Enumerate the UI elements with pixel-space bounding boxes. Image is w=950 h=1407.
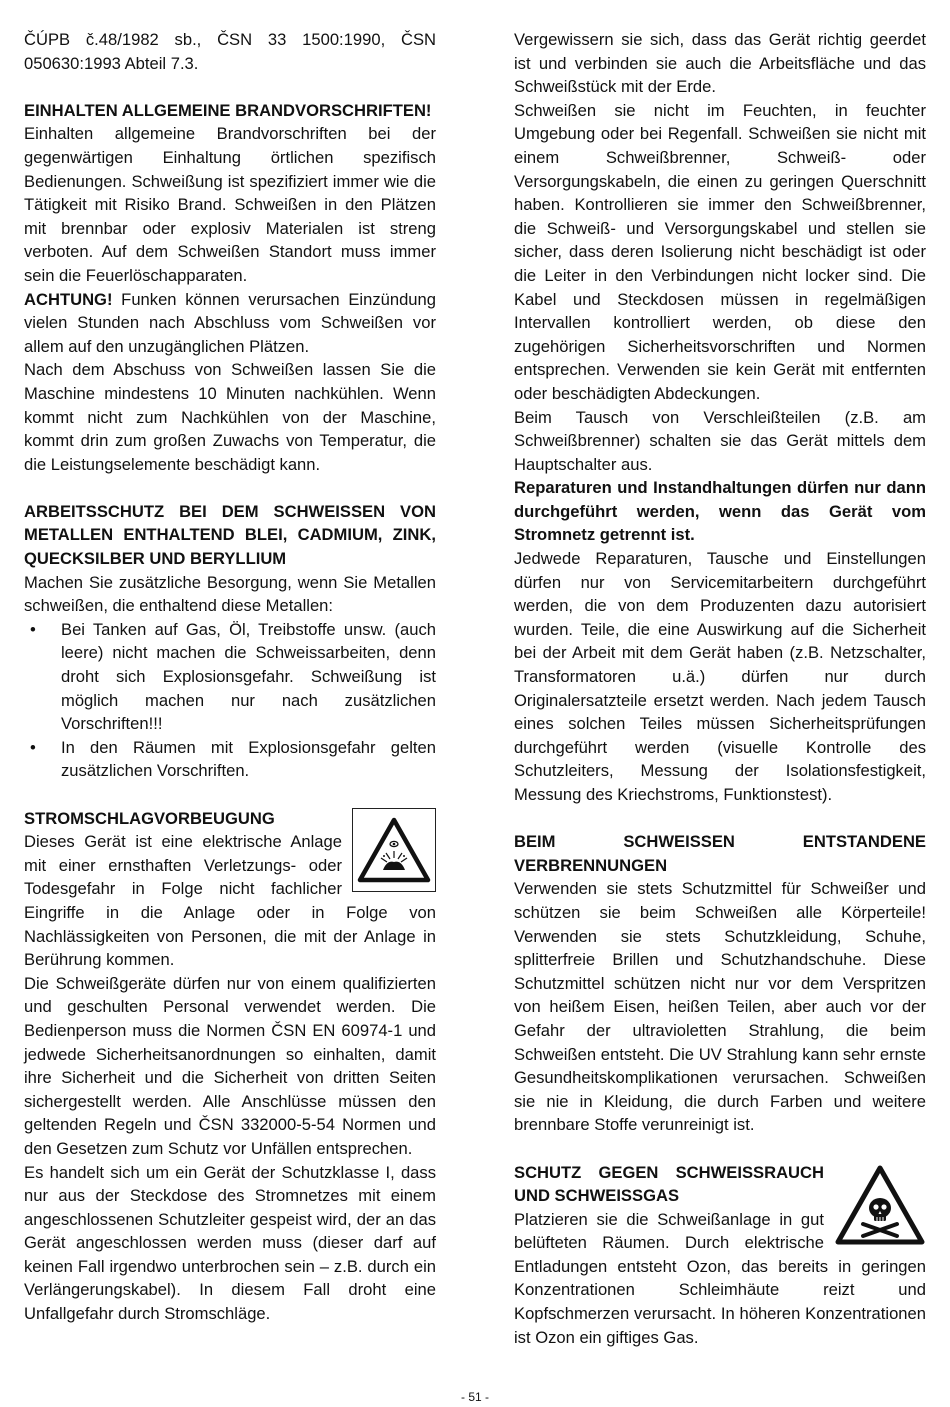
fire-paragraph-3: Nach dem Abschuss von Schweißen lassen Sie die Maschine mindestens 10 Minuten nachkühlen. Wenn kommt nicht zum Nachkühlen von der Maschine, kommt drin zum großen Zuwachs von Temperatur, die die Leistungselemente beschädigt kann. bbox=[24, 360, 436, 474]
smoke-heading: SCHUTZ GEGEN SCHWEISSRAUCH UND SCHWEISSGAS bbox=[514, 1162, 824, 1206]
burns-paragraph: Verwenden sie stets Schutzmittel für Schweißer und schützen sie beim Schweißen alle Körperteile! Verwenden sie stets Schutzkleidung, Schuhe, splitterfreie Brillen und Schutzhandschuhe. Diese Schutzmittel schützen nicht nur vor dem Verspritzen von heißem Eisen, heißen Teilen, aber auch vor der Gefahr der ultravioletten Strahlung, die beim Schweißen entsteht. Die UV Strahlung kann sehr ernste Gesundheitskomplikationen verursachen. Schweißen sie nie in Kleidung, die durch Farben und weitere brennbare Stoffe verunreinigt ist. bbox=[514, 879, 926, 1135]
bullet-icon: • bbox=[30, 619, 36, 639]
list-item bbox=[24, 618, 436, 736]
metals-heading: ARBEITSSCHUTZ BEI DEM SCHWEISSEN VON METALLEN ENTHALTEND BLEI, CADMIUM, ZINK, QUECKSILBER UND BERYLLIUM bbox=[24, 501, 436, 569]
intro-text: ČÚPB č.48/1982 sb., ČSN 33 1500:1990, ČSN 050630:1993 Abteil 7.3. bbox=[24, 30, 436, 73]
shock-paragraph-2: Die Schweißgeräte dürfen nur von einem qualifizierten und geschulten Personal verwendet werden. Die Bedienperson muss die Normen ČSN EN 60974-1 und jedwede Sicherheitsanordnungen so einhalten, damit ihre Sicherheit und die Sicherheit von dritten Seiten sichergestellt werden. Alle Anschlüsse müssen den geltenden Regeln und ČSN 332000-5-54 Normen und den Gesetzen zum Schutz vor Unfällen entsprechen. bbox=[24, 973, 436, 1158]
right-column bbox=[514, 28, 926, 1349]
shock-heading: STROMSCHLAGVORBEUGUNG bbox=[24, 808, 275, 828]
repair-paragraph: Jedwede Reparaturen, Tausche und Einstellungen dürfen nur von Servicemitarbeitern durchgeführt werden, die von dem Produzenten dazu autorisiert wurden. Teile, die eine Auswirkung auf die Sicherheit bei der Arbeit mit dem Gerät haben (z.B. Netzschalter, Transformatoren u.ä.) dürfen nur durch Originalersatzteile ersetzt werden. Nach jedem Tausch eines solchen Teiles müssen Sicherheitsprüfungen durchgeführt werden (visuelle Kontrolle des Schutzleiters, Messung der Isolationsfestigkeit, Messung des Kriechstroms, Funktionstest). bbox=[514, 549, 926, 804]
attention-text: Funken können verursachen Einzündung vielen Stunden nach Abschluss vom Schweißen vor allem auf den unzugänglichen Plätzen. bbox=[24, 289, 436, 356]
smoke-paragraph-start: Platzieren sie die Schweißanlage in gut belüfteten Räumen. Durch bbox=[514, 1209, 824, 1253]
wear-parts-paragraph: Beim Tausch von Verschleißteilen (z.B. am Schweißbrenner) schalten sie das Gerät mittels dem Hauptschalter aus. bbox=[514, 407, 926, 474]
bullet-icon: • bbox=[30, 737, 36, 757]
smoke-paragraph-end: elektrische Entladungen entsteht Ozon, das bereits in geringen Konzentrationen Schleimhäute reizt und Kopfschmerzen verursacht. In höheren Konzentrationen ist Ozon ein giftiges Gas. bbox=[514, 1233, 926, 1347]
page-number: - 51 - bbox=[460, 1390, 489, 1404]
shock-paragraph-1-start: Dieses Gerät ist eine elektrische Anlage mit einer ernsthaften Verletzungs- oder Todesgefahr in Folge bbox=[24, 832, 342, 899]
fire-attention-paragraph bbox=[24, 288, 436, 359]
shock-paragraph-3: Es handelt sich um ein Gerät der Schutzklasse I, dass nur aus der Steckdose des Stromnetzes mit einem angeschlossenen Schutzleiter gespeist wird, der an das Gerät angeschlossen werden muss (dieser darf auf keinen Fall irgendwo unterbrochen sein – z.B. durch ein Verlängerungskabel). In diesem Fall droht eine Unfallgefahr durch Stromschläge. bbox=[24, 1162, 436, 1324]
metals-paragraph: Machen Sie zusätzliche Besorgung, wenn Sie Metallen schweißen, die enthaltend diese Metallen: bbox=[24, 572, 436, 616]
bullet-text: Bei Tanken auf Gas, Öl, Treibstoffe unsw. (auch leere) nicht machen die Schweissarbeiten, denn droht sich Explosionsgefahr. Schweißung ist möglich machen nur nach zusätzlichen Vorschriften!!! bbox=[61, 619, 436, 734]
moisture-paragraph: Schweißen sie nicht im Feuchten, in feuchter Umgebung oder bei Regenfall. Schweißen sie nicht mit einem Schweißbrenner, Schweiß- oder Versorgungskabeln, die einen zu geringen Querschnitt haben. Kontrollieren sie immer den Schweißbrenner, die Schweiß- und Versorgungskabel und stellen sie sicher, dass deren Isolierung nicht beschädigt ist oder die Leiter in den Verbindungen nicht locker sind. Die Kabel und Steckdosen müssen in regelmäßigen Intervallen kontrolliert werden, ob diese den zugehörigen Sicherheitsvorschriften und Normen entsprechen. Verwenden sie kein Gerät mit entfernten oder beschädigten Abdeckungen. bbox=[514, 100, 926, 403]
list-item bbox=[24, 736, 436, 783]
bullet-text: In den Räumen mit Explosionsgefahr gelten zusätzlichen Vorschriften. bbox=[61, 737, 436, 781]
metals-bullet-list bbox=[24, 618, 436, 783]
repair-warning: Reparaturen und Instandhaltungen dürfen nur dann durchgeführt werden, wenn das Gerät vom Stromnetz getrennt ist. bbox=[514, 478, 926, 545]
shock-paragraph-1-end: nicht fachlicher Eingriffe in die Anlage oder in Folge von Nachlässigkeiten von Personen, die mit der Anlage in Berührung kommen. bbox=[24, 879, 436, 970]
corrosive-warning-icon bbox=[352, 808, 436, 892]
left-column bbox=[24, 28, 436, 1326]
fire-heading: EINHALTEN ALLGEMEINE BRANDVORSCHRIFTEN! bbox=[24, 100, 432, 120]
grounding-paragraph: Vergewissern sie sich, dass das Gerät richtig geerdet ist und verbinden sie auch die Arbeitsfläche und das Schweißstück mit der Erde. bbox=[514, 30, 926, 97]
fire-paragraph-1: Einhalten allgemeine Brandvorschriften bei der gegenwärtigen Einhaltung örtlichen spezifisch Bedienungen. Schweißung ist spezifiziert immer wie die Tätigkeit mit Risiko Brand. Schweißen in den Plätzen mit brennbar oder explosiv Materialen ist streng verboten. Auf dem Schweißen Standort muss immer sein die Feuerlöschapparaten. bbox=[24, 124, 436, 285]
toxic-skull-warning-icon bbox=[834, 1161, 926, 1249]
burns-heading: BEIM SCHWEISSEN ENTSTANDENE VERBRENNUNGEN bbox=[514, 832, 926, 875]
attention-label: ACHTUNG! bbox=[24, 289, 113, 309]
